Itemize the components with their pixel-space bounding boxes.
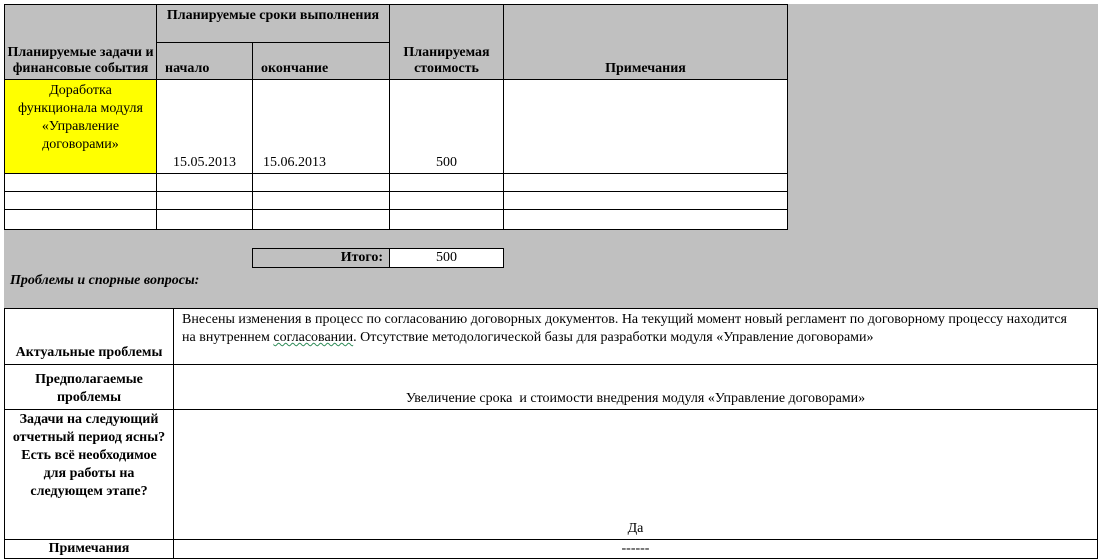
notes-text	[173, 539, 1098, 559]
empty-cell	[4, 209, 157, 230]
row1-task-text: Доработка функционала модуля «Управление договорами»	[18, 83, 143, 152]
row1-end-text: 15.06.2013	[263, 155, 326, 170]
current-problems-text	[173, 308, 1098, 365]
row1-end	[252, 79, 390, 174]
header-notes	[503, 4, 788, 80]
total-value	[389, 248, 504, 268]
empty-cell	[503, 209, 788, 230]
total-value-text: 500	[436, 250, 457, 265]
notes-label	[4, 539, 174, 559]
next-period-text-value: Да	[627, 521, 644, 536]
current-problems-text-word: согласовании	[273, 330, 354, 345]
row1-cost	[389, 79, 504, 174]
total-label	[252, 248, 390, 268]
empty-cell	[389, 191, 504, 210]
header-start-label: начало	[165, 61, 210, 76]
row1-start-text: 15.05.2013	[173, 155, 236, 170]
header-cost-label: Планируемая стоимость	[403, 45, 490, 76]
empty-cell	[252, 209, 390, 230]
header-tasks-label: Планируемые задачи и финансовые события	[7, 45, 154, 76]
header-end-label: окончание	[261, 61, 329, 76]
empty-cell	[4, 173, 157, 192]
expected-problems-text	[173, 364, 1098, 410]
expected-problems-label-text: Предполагаемые проблемы	[35, 372, 143, 405]
empty-cell	[389, 209, 504, 230]
header-tasks	[4, 4, 157, 80]
expected-problems-text-value: Увеличение срока и стоимости внедрения модуля «Управление договорами»	[405, 391, 866, 406]
empty-cell	[503, 173, 788, 192]
row1-cost-text: 500	[436, 155, 457, 170]
current-problems-text-part2: . Отсутствие методологической базы для разработки модуля «Управление договорами»	[353, 330, 874, 345]
header-start	[156, 42, 253, 80]
header-terms	[156, 4, 390, 43]
empty-cell	[503, 191, 788, 210]
header-end	[252, 42, 390, 80]
current-problems-label	[4, 308, 174, 365]
empty-cell	[389, 173, 504, 192]
next-period-label	[4, 409, 174, 540]
current-problems-label-text: Актуальные проблемы	[15, 345, 163, 360]
header-notes-label: Примечания	[605, 61, 686, 76]
next-period-text	[173, 409, 1098, 540]
current-problems-text-part1: Внесены изменения в процесс по согласованию договорных документов. На текущий момент новый регламент по договорному процессу находится на внутреннем	[182, 312, 1067, 345]
header-terms-label: Планируемые сроки выполнения	[166, 8, 380, 23]
header-cost	[389, 4, 504, 80]
next-period-label-text: Задачи на следующий отчетный период ясны? Есть всё необходимое для работы на следующем этапе?	[12, 412, 166, 499]
notes-text-value: ------	[621, 541, 650, 556]
total-label-text: Итого:	[340, 250, 383, 265]
empty-cell	[252, 191, 390, 210]
empty-cell	[252, 173, 390, 192]
row1-task	[4, 79, 157, 174]
row1-start	[156, 79, 253, 174]
row1-notes	[503, 79, 788, 174]
empty-cell	[156, 191, 253, 210]
expected-problems-label	[4, 364, 174, 410]
notes-label-text: Примечания	[48, 541, 130, 556]
empty-cell	[156, 209, 253, 230]
empty-cell	[156, 173, 253, 192]
empty-cell	[4, 191, 157, 210]
issues-title: Проблемы и спорные вопросы:	[10, 273, 200, 288]
